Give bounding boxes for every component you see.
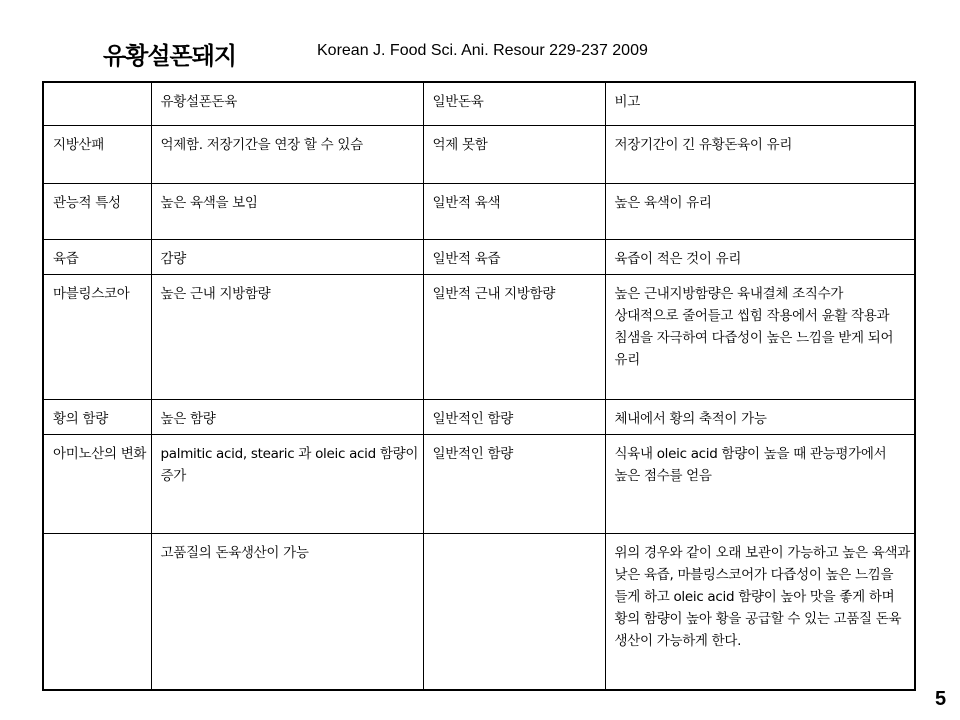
row-label: 지방산패 xyxy=(44,125,151,183)
comparison-table-frame xyxy=(42,81,916,691)
table-row xyxy=(44,239,914,274)
row-label xyxy=(44,533,151,689)
table-cell: 저장기간이 긴 유황돈육이 유리 xyxy=(605,125,914,183)
table-cell: 높은 근내지방함량은 육내결체 조직수가 상대적으로 줄어들고 씹힘 작용에서 윤활 작용과 침샘을 자극하여 다즙성이 높은 느낌을 받게 되어 유리 xyxy=(605,274,914,399)
table-cell: 체내에서 황의 축적이 가능 xyxy=(605,399,914,434)
table-cell: 감량 xyxy=(151,239,423,274)
table-cell: 높은 육색을 보임 xyxy=(151,183,423,239)
table-cell: 일반적 육색 xyxy=(423,183,605,239)
page-number: 5 xyxy=(935,688,947,710)
row-label: 아미노산의 변화 xyxy=(44,434,151,533)
table-cell: 일반적인 함량 xyxy=(423,399,605,434)
table-cell xyxy=(423,533,605,689)
table-cell: 억제함. 저장기간을 연장 할 수 있슴 xyxy=(151,125,423,183)
table-cell: 높은 근내 지방함량 xyxy=(151,274,423,399)
table-cell: 위의 경우와 같이 오래 보관이 가능하고 높은 육색과 낮은 육즙, 마블링스코어가 다즙성이 높은 느낌을 들게 하고 oleic acid 함량이 높아 맛을 좋게 하며 황의 함량이 높아 황을 공급할 수 있는 고품질 돈육 생산이 가능하게 한다. xyxy=(605,533,914,689)
table-cell: 일반적 근내 지방함량 xyxy=(423,274,605,399)
row-label: 황의 함량 xyxy=(44,399,151,434)
row-label: 육즙 xyxy=(44,239,151,274)
header-cell-regular-pork: 일반돈육 xyxy=(423,83,605,125)
comparison-table xyxy=(44,83,914,689)
header-cell-remarks: 비고 xyxy=(605,83,914,125)
table-cell: palmitic acid, stearic 과 oleic acid 함량이 증가 xyxy=(151,434,423,533)
row-label: 마블링스코아 xyxy=(44,274,151,399)
table-cell: 식육내 oleic acid 함량이 높을 때 관능평가에서 높은 점수를 얻음 xyxy=(605,434,914,533)
table-header-row xyxy=(44,83,914,125)
header-cell-blank xyxy=(44,83,151,125)
row-label: 관능적 특성 xyxy=(44,183,151,239)
header-cell-sulfur-pork: 유황설폰돈육 xyxy=(151,83,423,125)
table-cell: 일반적 육즙 xyxy=(423,239,605,274)
table-cell: 일반적인 함량 xyxy=(423,434,605,533)
slide-title: 유황설폰돼지 xyxy=(103,42,237,70)
table-row xyxy=(44,533,914,689)
table-cell: 높은 육색이 유리 xyxy=(605,183,914,239)
table-cell: 억제 못함 xyxy=(423,125,605,183)
table-row xyxy=(44,125,914,183)
table-row xyxy=(44,399,914,434)
table-cell: 육즙이 적은 것이 유리 xyxy=(605,239,914,274)
table-row xyxy=(44,183,914,239)
table-row xyxy=(44,434,914,533)
table-cell: 높은 함량 xyxy=(151,399,423,434)
table-row xyxy=(44,274,914,399)
table-cell: 고품질의 돈육생산이 가능 xyxy=(151,533,423,689)
citation: Korean J. Food Sci. Ani. Resour 229-237 2009 xyxy=(317,42,648,59)
